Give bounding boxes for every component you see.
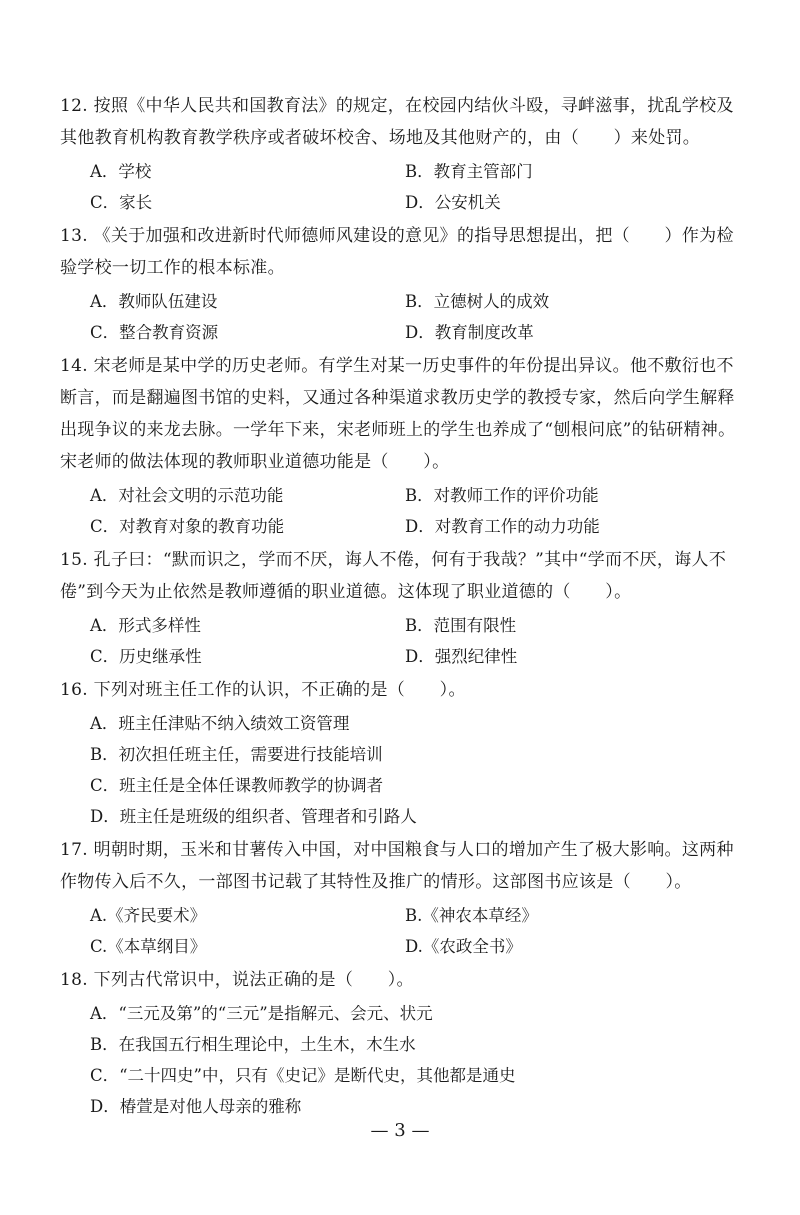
question-text: 下列对班主任工作的认识，不正确的是（ ）。	[93, 680, 466, 700]
options	[90, 610, 740, 672]
question-stem	[60, 90, 740, 154]
options	[90, 708, 740, 832]
question-12	[60, 90, 740, 218]
question-13	[60, 220, 740, 348]
question-text: 孔子曰：“默而识之，学而不厌，诲人不倦，何有于我哉？”其中“学而不厌，诲人不倦”到今天为止依然是教师遵循的职业道德。这体现了职业道德的（ ）。	[60, 550, 727, 602]
option-a[interactable]: A．对社会文明的示范功能	[90, 486, 284, 505]
option-b[interactable]: B．对教师工作的评价功能	[405, 486, 599, 505]
option-a[interactable]: A．学校	[90, 162, 152, 181]
option-a[interactable]: A．形式多样性	[90, 616, 201, 635]
option-c[interactable]: C．历史继承性	[90, 647, 202, 666]
option-c[interactable]: C．“二十四史”中，只有《史记》是断代史，其他都是通史	[90, 1066, 516, 1085]
option-d[interactable]: D．公安机关	[405, 193, 501, 212]
question-number: 14.	[60, 356, 88, 376]
options	[90, 156, 740, 218]
question-text: 按照《中华人民共和国教育法》的规定，在校园内结伙斗殴，寻衅滋事，扰乱学校及其他教育机构教育教学秩序或者破坏校舍、场地及其他财产的，由（ ）来处罚。	[60, 96, 734, 148]
option-d[interactable]: D．班主任是班级的组织者、管理者和引路人	[90, 807, 417, 826]
page-number: — 3 —	[370, 1120, 430, 1141]
option-c[interactable]: C．班主任是全体任课教师教学的协调者	[90, 776, 384, 795]
options	[90, 480, 740, 542]
question-stem	[60, 674, 740, 706]
question-text: 明朝时期，玉米和甘薯传入中国，对中国粮食与人口的增加产生了极大影响。这两种作物传入后不久，一部图书记载了其特性及推广的情形。这部图书应该是（ ）。	[60, 840, 734, 892]
option-b[interactable]: B．初次担任班主任，需要进行技能培训	[90, 745, 383, 764]
question-text: 宋老师是某中学的历史老师。有学生对某一历史事件的年份提出异议。他不敷衍也不断言，而是翻遍图书馆的史料，又通过各种渠道求教历史学的教授专家，然后向学生解释出现争议的来龙去脉。一学年下来，宋老师班上的学生也养成了“刨根问底”的钻研精神。宋老师的做法体现的教师职业道德功能是（ ）。	[60, 356, 736, 472]
option-c[interactable]: C．整合教育资源	[90, 323, 219, 342]
option-d[interactable]: D．教育制度改革	[405, 323, 534, 342]
option-b[interactable]: B．立德树人的成效	[405, 292, 550, 311]
question-stem	[60, 350, 740, 478]
question-number: 12.	[60, 96, 88, 116]
option-c[interactable]: C.《本草纲目》	[90, 937, 207, 956]
question-number: 16.	[60, 680, 88, 700]
option-d[interactable]: D.《农政全书》	[405, 937, 522, 956]
question-stem	[60, 220, 740, 284]
question-15	[60, 544, 740, 672]
option-a[interactable]: A.《齐民要术》	[90, 906, 207, 925]
option-b[interactable]: B．范围有限性	[405, 616, 517, 635]
option-b[interactable]: B.《神农本草经》	[405, 906, 538, 925]
question-stem	[60, 834, 740, 898]
option-b[interactable]: B．教育主管部门	[405, 162, 533, 181]
option-b[interactable]: B．在我国五行相生理论中，土生木，木生水	[90, 1035, 416, 1054]
options	[90, 900, 740, 962]
question-number: 17.	[60, 840, 88, 860]
options	[90, 286, 740, 348]
question-number: 15.	[60, 550, 88, 570]
option-c[interactable]: C．对教育对象的教育功能	[90, 517, 285, 536]
options	[90, 998, 740, 1122]
question-stem	[60, 964, 740, 996]
option-c[interactable]: C．家长	[90, 193, 153, 212]
question-18	[60, 964, 740, 1122]
option-a[interactable]: A．教师队伍建设	[90, 292, 218, 311]
question-list	[60, 90, 740, 1124]
question-17	[60, 834, 740, 962]
question-14	[60, 350, 740, 542]
question-16	[60, 674, 740, 832]
option-d[interactable]: D．强烈纪律性	[405, 647, 518, 666]
option-d[interactable]: D．椿萱是对他人母亲的雅称	[90, 1097, 302, 1116]
option-a[interactable]: A．班主任津贴不纳入绩效工资管理	[90, 714, 350, 733]
question-number: 18.	[60, 970, 88, 990]
question-stem	[60, 544, 740, 608]
question-number: 13.	[60, 226, 88, 246]
question-text: 《关于加强和改进新时代师德师风建设的意见》的指导思想提出，把（ ）作为检验学校一切工作的根本标准。	[60, 226, 734, 278]
option-d[interactable]: D．对教育工作的动力功能	[405, 517, 600, 536]
question-text: 下列古代常识中，说法正确的是（ ）。	[93, 970, 414, 990]
option-a[interactable]: A．“三元及第”的“三元”是指解元、会元、状元	[90, 1004, 433, 1023]
